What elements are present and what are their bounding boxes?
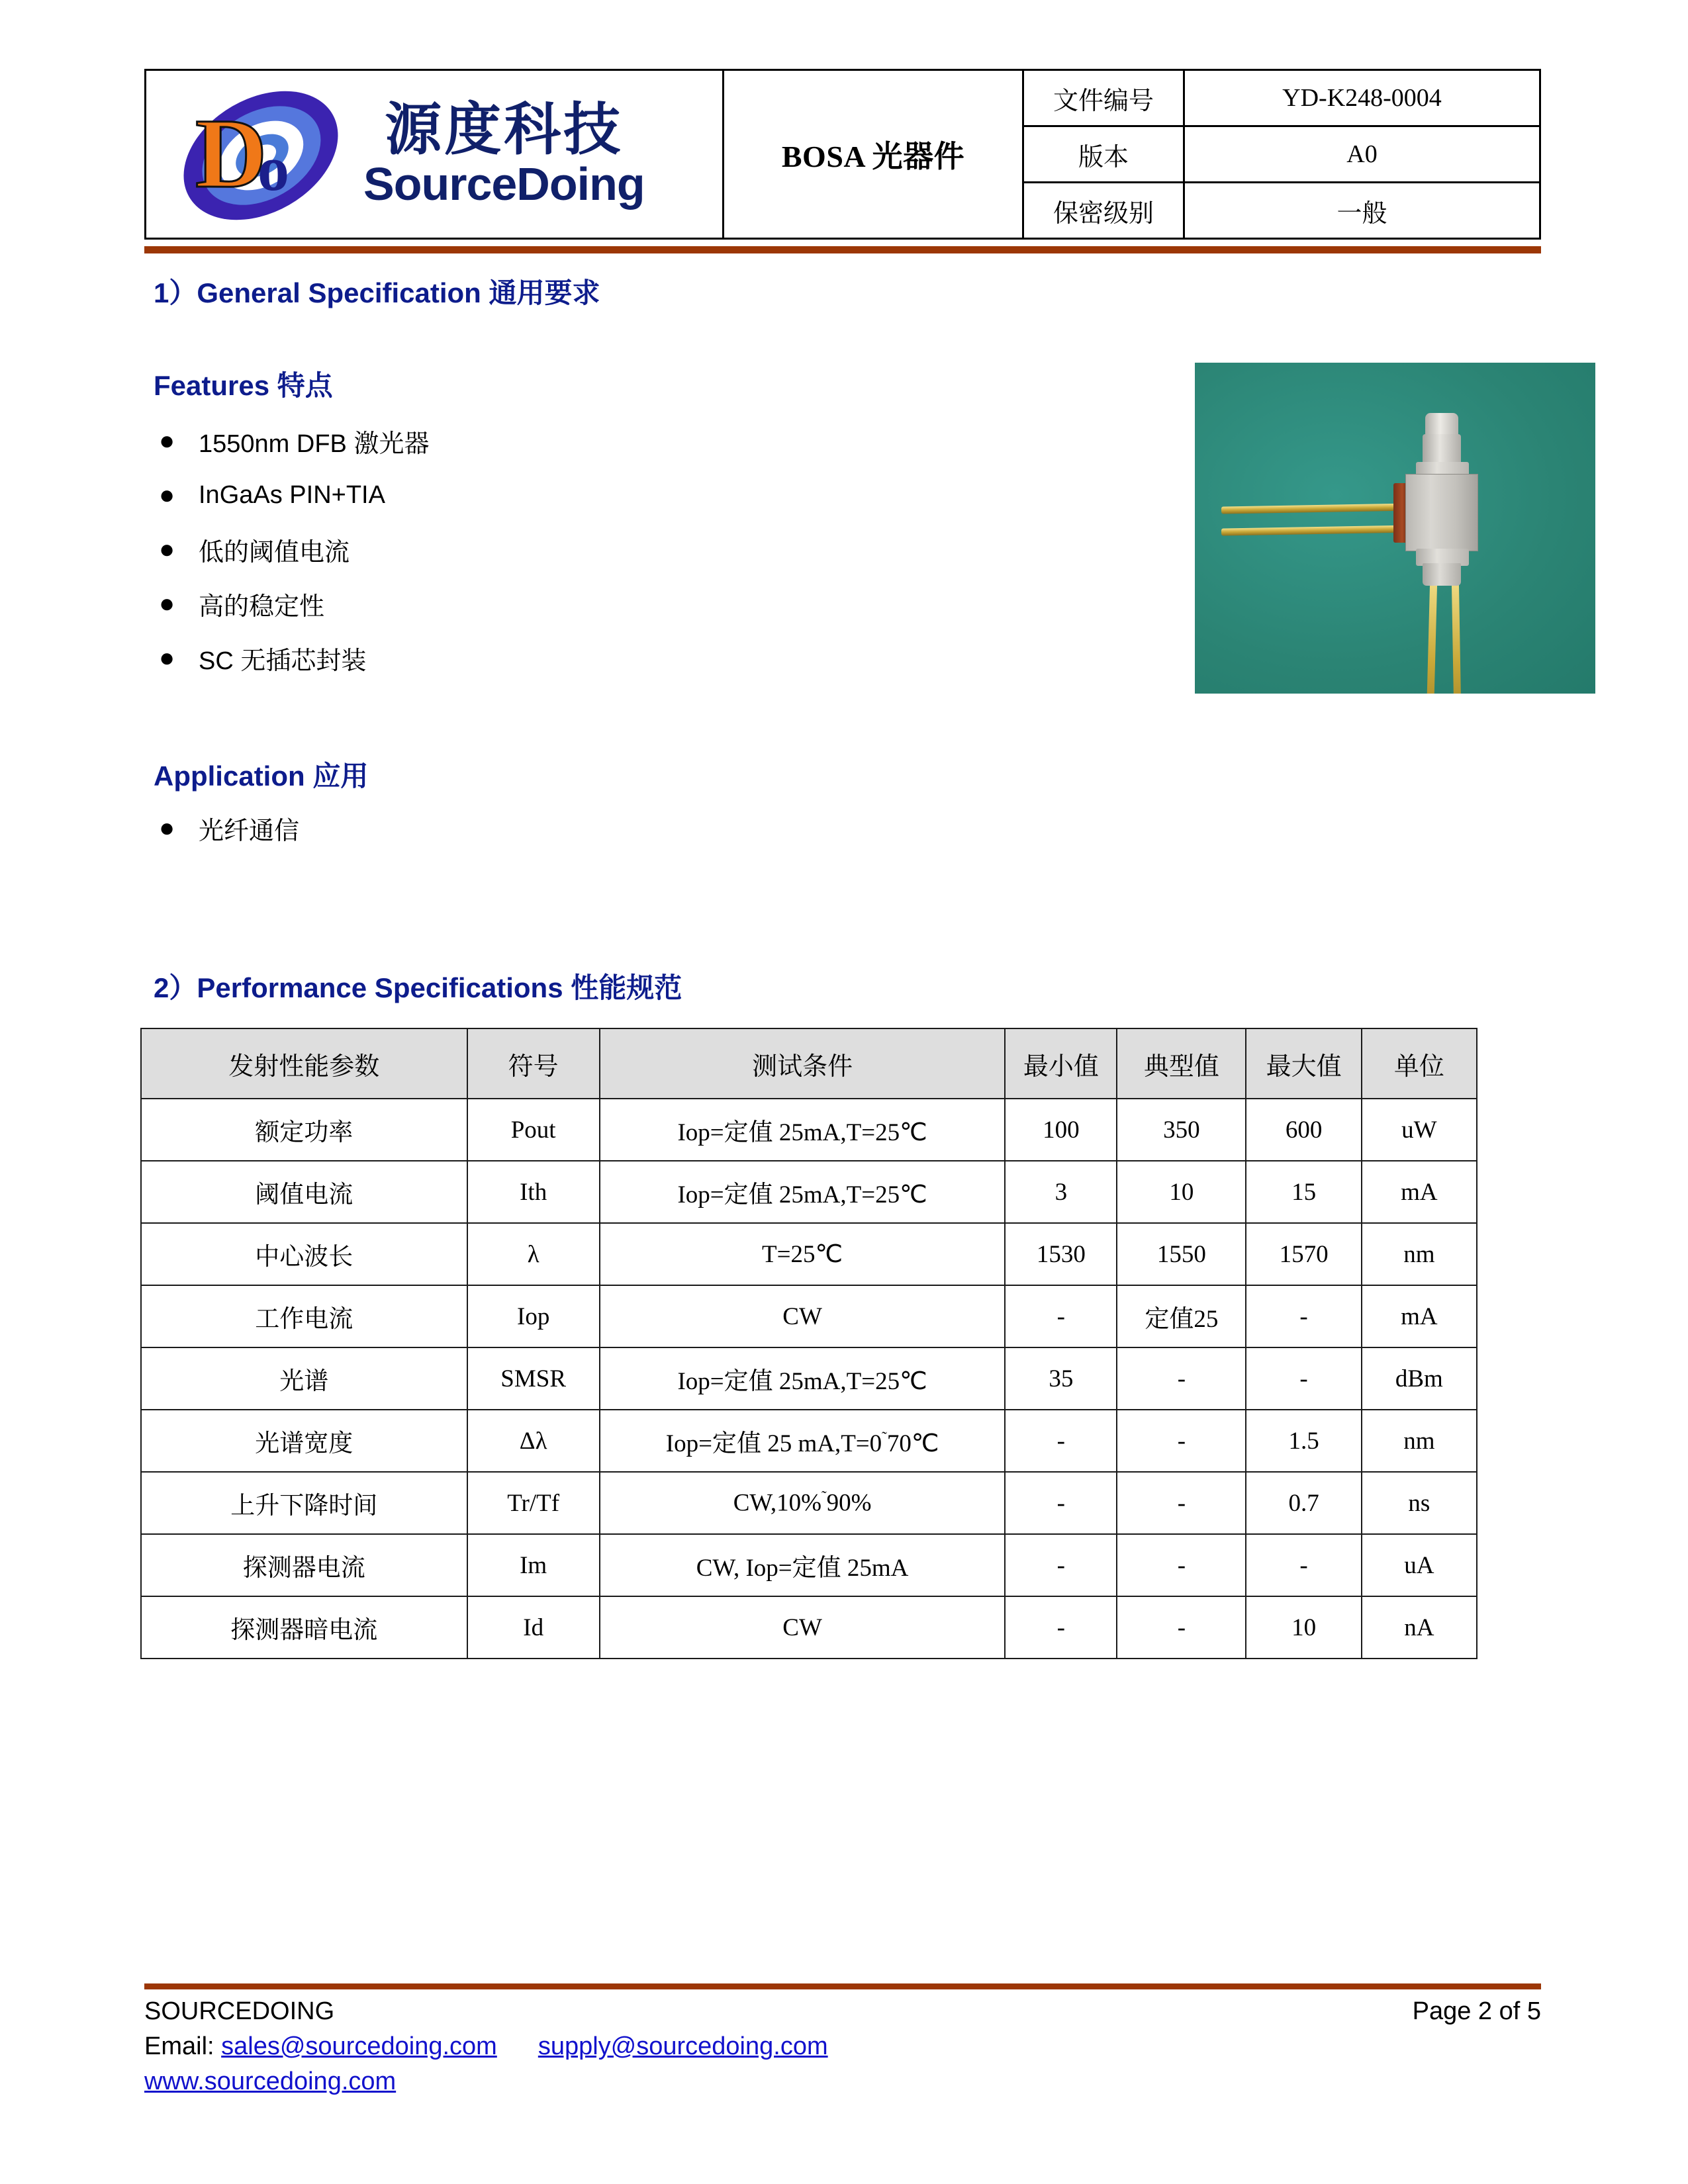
list-item	[159, 468, 953, 522]
list-item	[159, 631, 953, 685]
cell-unit: mA	[1362, 1285, 1477, 1347]
document-footer	[144, 1997, 1541, 2096]
cell-parameter: 光谱宽度	[141, 1410, 467, 1472]
footer-page-number: Page 2 of 5	[1412, 1997, 1541, 2025]
table-row	[141, 1223, 1477, 1285]
features-list	[159, 414, 953, 685]
cell-condition	[600, 1161, 1005, 1223]
section-performance-number: 2）	[154, 972, 197, 1003]
cell-parameter: 探测器电流	[141, 1534, 467, 1596]
cell-condition	[600, 1223, 1005, 1285]
cell-max: 1570	[1246, 1223, 1361, 1285]
subheading-application	[154, 754, 368, 794]
cell-condition	[600, 1534, 1005, 1596]
footer-email-supply-link[interactable]: supply@sourcedoing.com	[538, 2032, 828, 2060]
cell-unit: nA	[1362, 1596, 1477, 1659]
section-heading-performance	[154, 966, 682, 1006]
cell-typ: 350	[1117, 1099, 1246, 1161]
condition-text: CW,10%	[733, 1489, 821, 1517]
section-general-title-cn: 通用要求	[489, 277, 600, 308]
subheading-features	[154, 364, 333, 404]
company-logo	[146, 72, 722, 236]
section-performance-title-cn: 性能规范	[571, 972, 682, 1003]
component-body	[1405, 474, 1478, 551]
section-heading-general	[154, 271, 600, 311]
footer-company-name: SOURCEDOING	[144, 1997, 335, 2025]
meta-key-version: 版本	[1023, 126, 1184, 183]
cell-typ: -	[1117, 1347, 1246, 1410]
cell-min: -	[1005, 1472, 1117, 1534]
logo-letter-d: D	[195, 99, 267, 208]
table-row	[141, 1285, 1477, 1347]
cell-unit: mA	[1362, 1161, 1477, 1223]
table-header-row	[141, 1028, 1477, 1099]
logo-letter-o: o	[258, 133, 289, 204]
list-item	[159, 522, 953, 576]
component-stem-top	[1423, 434, 1461, 465]
cell-min: -	[1005, 1285, 1117, 1347]
cell-condition	[600, 1596, 1005, 1659]
section-general-title-en: General Specification	[197, 277, 489, 308]
table-row	[141, 1161, 1477, 1223]
performance-spec-table	[140, 1028, 1477, 1659]
performance-spec-table-wrapper	[140, 1028, 1477, 1659]
footer-website-link[interactable]: www.sourcedoing.com	[144, 2068, 397, 2095]
cell-symbol: Tr/Tf	[467, 1472, 600, 1534]
table-row	[141, 1099, 1477, 1161]
cell-typ: -	[1117, 1410, 1246, 1472]
component-stem-bottom	[1423, 563, 1461, 586]
condition-range-tilde: ˜	[821, 1488, 827, 1506]
meta-key-confidentiality: 保密级别	[1023, 183, 1184, 239]
condition-text-tail: 70℃	[886, 1430, 939, 1457]
cell-parameter: 阈值电流	[141, 1161, 467, 1223]
cell-parameter: 上升下降时间	[141, 1472, 467, 1534]
meta-value-doc-number: YD-K248-0004	[1184, 70, 1540, 126]
features-title-en: Features	[154, 370, 277, 401]
cell-unit: nm	[1362, 1410, 1477, 1472]
bullet-dot-icon: ●	[159, 643, 175, 672]
application-list	[159, 801, 953, 855]
component-cap	[1425, 413, 1458, 435]
condition-text: Iop=定值 25mA,T=25℃	[677, 1119, 927, 1146]
application-text: 光纤通信	[199, 817, 300, 845]
cell-max: 600	[1246, 1099, 1361, 1161]
condition-text: Iop=定值 25mA,T=25℃	[677, 1181, 927, 1208]
column-header-parameter: 发射性能参数	[141, 1028, 467, 1099]
cell-min: -	[1005, 1534, 1117, 1596]
company-name-en: SourceDoing	[363, 158, 645, 210]
cell-symbol: SMSR	[467, 1347, 600, 1410]
cell-max: 0.7	[1246, 1472, 1361, 1534]
cell-symbol: Pout	[467, 1099, 600, 1161]
column-header-symbol: 符号	[467, 1028, 600, 1099]
table-row	[141, 1347, 1477, 1410]
cell-max: -	[1246, 1534, 1361, 1596]
list-item	[159, 576, 953, 631]
cell-symbol: Id	[467, 1596, 600, 1659]
column-header-typical: 典型值	[1117, 1028, 1246, 1099]
cell-unit: ns	[1362, 1472, 1477, 1534]
cell-symbol: Im	[467, 1534, 600, 1596]
condition-text: T=25℃	[762, 1241, 843, 1268]
feature-text: InGaAs PIN+TIA	[199, 480, 385, 509]
cell-min: 3	[1005, 1161, 1117, 1223]
condition-text: CW, Iop=定值 25mA	[696, 1555, 909, 1582]
meta-key-doc-number: 文件编号	[1023, 70, 1184, 126]
cell-min: 100	[1005, 1099, 1117, 1161]
feature-text: 低的阈值电流	[199, 538, 350, 567]
cell-parameter: 光谱	[141, 1347, 467, 1410]
cell-condition	[600, 1472, 1005, 1534]
cell-condition	[600, 1285, 1005, 1347]
cell-unit: nm	[1362, 1223, 1477, 1285]
cell-condition	[600, 1347, 1005, 1410]
footer-email-label: Email:	[144, 2032, 222, 2060]
cell-parameter: 探测器暗电流	[141, 1596, 467, 1659]
bullet-dot-icon: ●	[159, 589, 175, 618]
cell-parameter: 中心波长	[141, 1223, 467, 1285]
cell-symbol: Ith	[467, 1161, 600, 1223]
meta-value-confidentiality: 一般	[1184, 183, 1540, 239]
cell-unit: dBm	[1362, 1347, 1477, 1410]
bullet-dot-icon: ●	[159, 426, 175, 455]
cell-max: 10	[1246, 1596, 1361, 1659]
column-header-condition: 测试条件	[600, 1028, 1005, 1099]
footer-divider-rule	[144, 1983, 1541, 1989]
list-item	[159, 801, 953, 855]
condition-text: CW	[782, 1302, 822, 1330]
application-title-en: Application	[154, 760, 313, 792]
table-row	[141, 1410, 1477, 1472]
cell-parameter: 额定功率	[141, 1099, 467, 1161]
header-divider-rule	[144, 246, 1541, 253]
footer-email-sales-link[interactable]: sales@sourcedoing.com	[221, 2032, 497, 2060]
table-row	[141, 1472, 1477, 1534]
document-header	[144, 69, 1541, 240]
cell-min: 1530	[1005, 1223, 1117, 1285]
cell-condition	[600, 1410, 1005, 1472]
column-header-unit: 单位	[1362, 1028, 1477, 1099]
company-name-cn: 源度科技	[385, 98, 624, 161]
cell-symbol: λ	[467, 1223, 600, 1285]
section-performance-title-en: Performance Specifications	[197, 972, 571, 1003]
table-row	[141, 1596, 1477, 1659]
application-title-cn: 应用	[312, 760, 369, 792]
cell-parameter: 工作电流	[141, 1285, 467, 1347]
cell-typ: -	[1117, 1596, 1246, 1659]
cell-max: -	[1246, 1285, 1361, 1347]
column-header-max: 最大值	[1246, 1028, 1361, 1099]
cell-symbol: Iop	[467, 1285, 600, 1347]
cell-min: -	[1005, 1596, 1117, 1659]
condition-text: CW	[782, 1614, 822, 1641]
product-photo	[1195, 363, 1595, 694]
cell-typ: -	[1117, 1472, 1246, 1534]
cell-min: -	[1005, 1410, 1117, 1472]
list-item	[159, 414, 953, 468]
feature-text: 高的稳定性	[199, 592, 325, 621]
cell-typ: 10	[1117, 1161, 1246, 1223]
feature-text: SC 无插芯封装	[199, 647, 367, 675]
logo-mark-icon	[173, 88, 352, 220]
features-title-cn: 特点	[277, 370, 333, 401]
condition-range-tilde: ˜	[882, 1429, 887, 1446]
cell-unit: uW	[1362, 1099, 1477, 1161]
table-row	[141, 1534, 1477, 1596]
cell-min: 35	[1005, 1347, 1117, 1410]
cell-max: 1.5	[1246, 1410, 1361, 1472]
cell-symbol: Δλ	[467, 1410, 600, 1472]
logo-cell	[146, 70, 724, 239]
condition-text: Iop=定值 25 mA,T=0	[665, 1430, 882, 1457]
condition-text: Iop=定值 25mA,T=25℃	[677, 1368, 927, 1395]
cell-condition	[600, 1099, 1005, 1161]
condition-text-tail: 90%	[826, 1489, 872, 1517]
bullet-dot-icon: ●	[159, 480, 175, 510]
bullet-dot-icon: ●	[159, 535, 175, 564]
cell-max: 15	[1246, 1161, 1361, 1223]
product-title: BOSA 光器件	[724, 70, 1023, 239]
cell-unit: uA	[1362, 1534, 1477, 1596]
cell-typ: 定值25	[1117, 1285, 1246, 1347]
feature-text: 1550nm DFB 激光器	[199, 430, 430, 458]
cell-typ: -	[1117, 1534, 1246, 1596]
header-table	[144, 69, 1541, 240]
meta-value-version: A0	[1184, 126, 1540, 183]
column-header-min: 最小值	[1005, 1028, 1117, 1099]
section-general-number: 1）	[154, 277, 197, 308]
cell-typ: 1550	[1117, 1223, 1246, 1285]
bullet-dot-icon: ●	[159, 813, 175, 842]
cell-max: -	[1246, 1347, 1361, 1410]
